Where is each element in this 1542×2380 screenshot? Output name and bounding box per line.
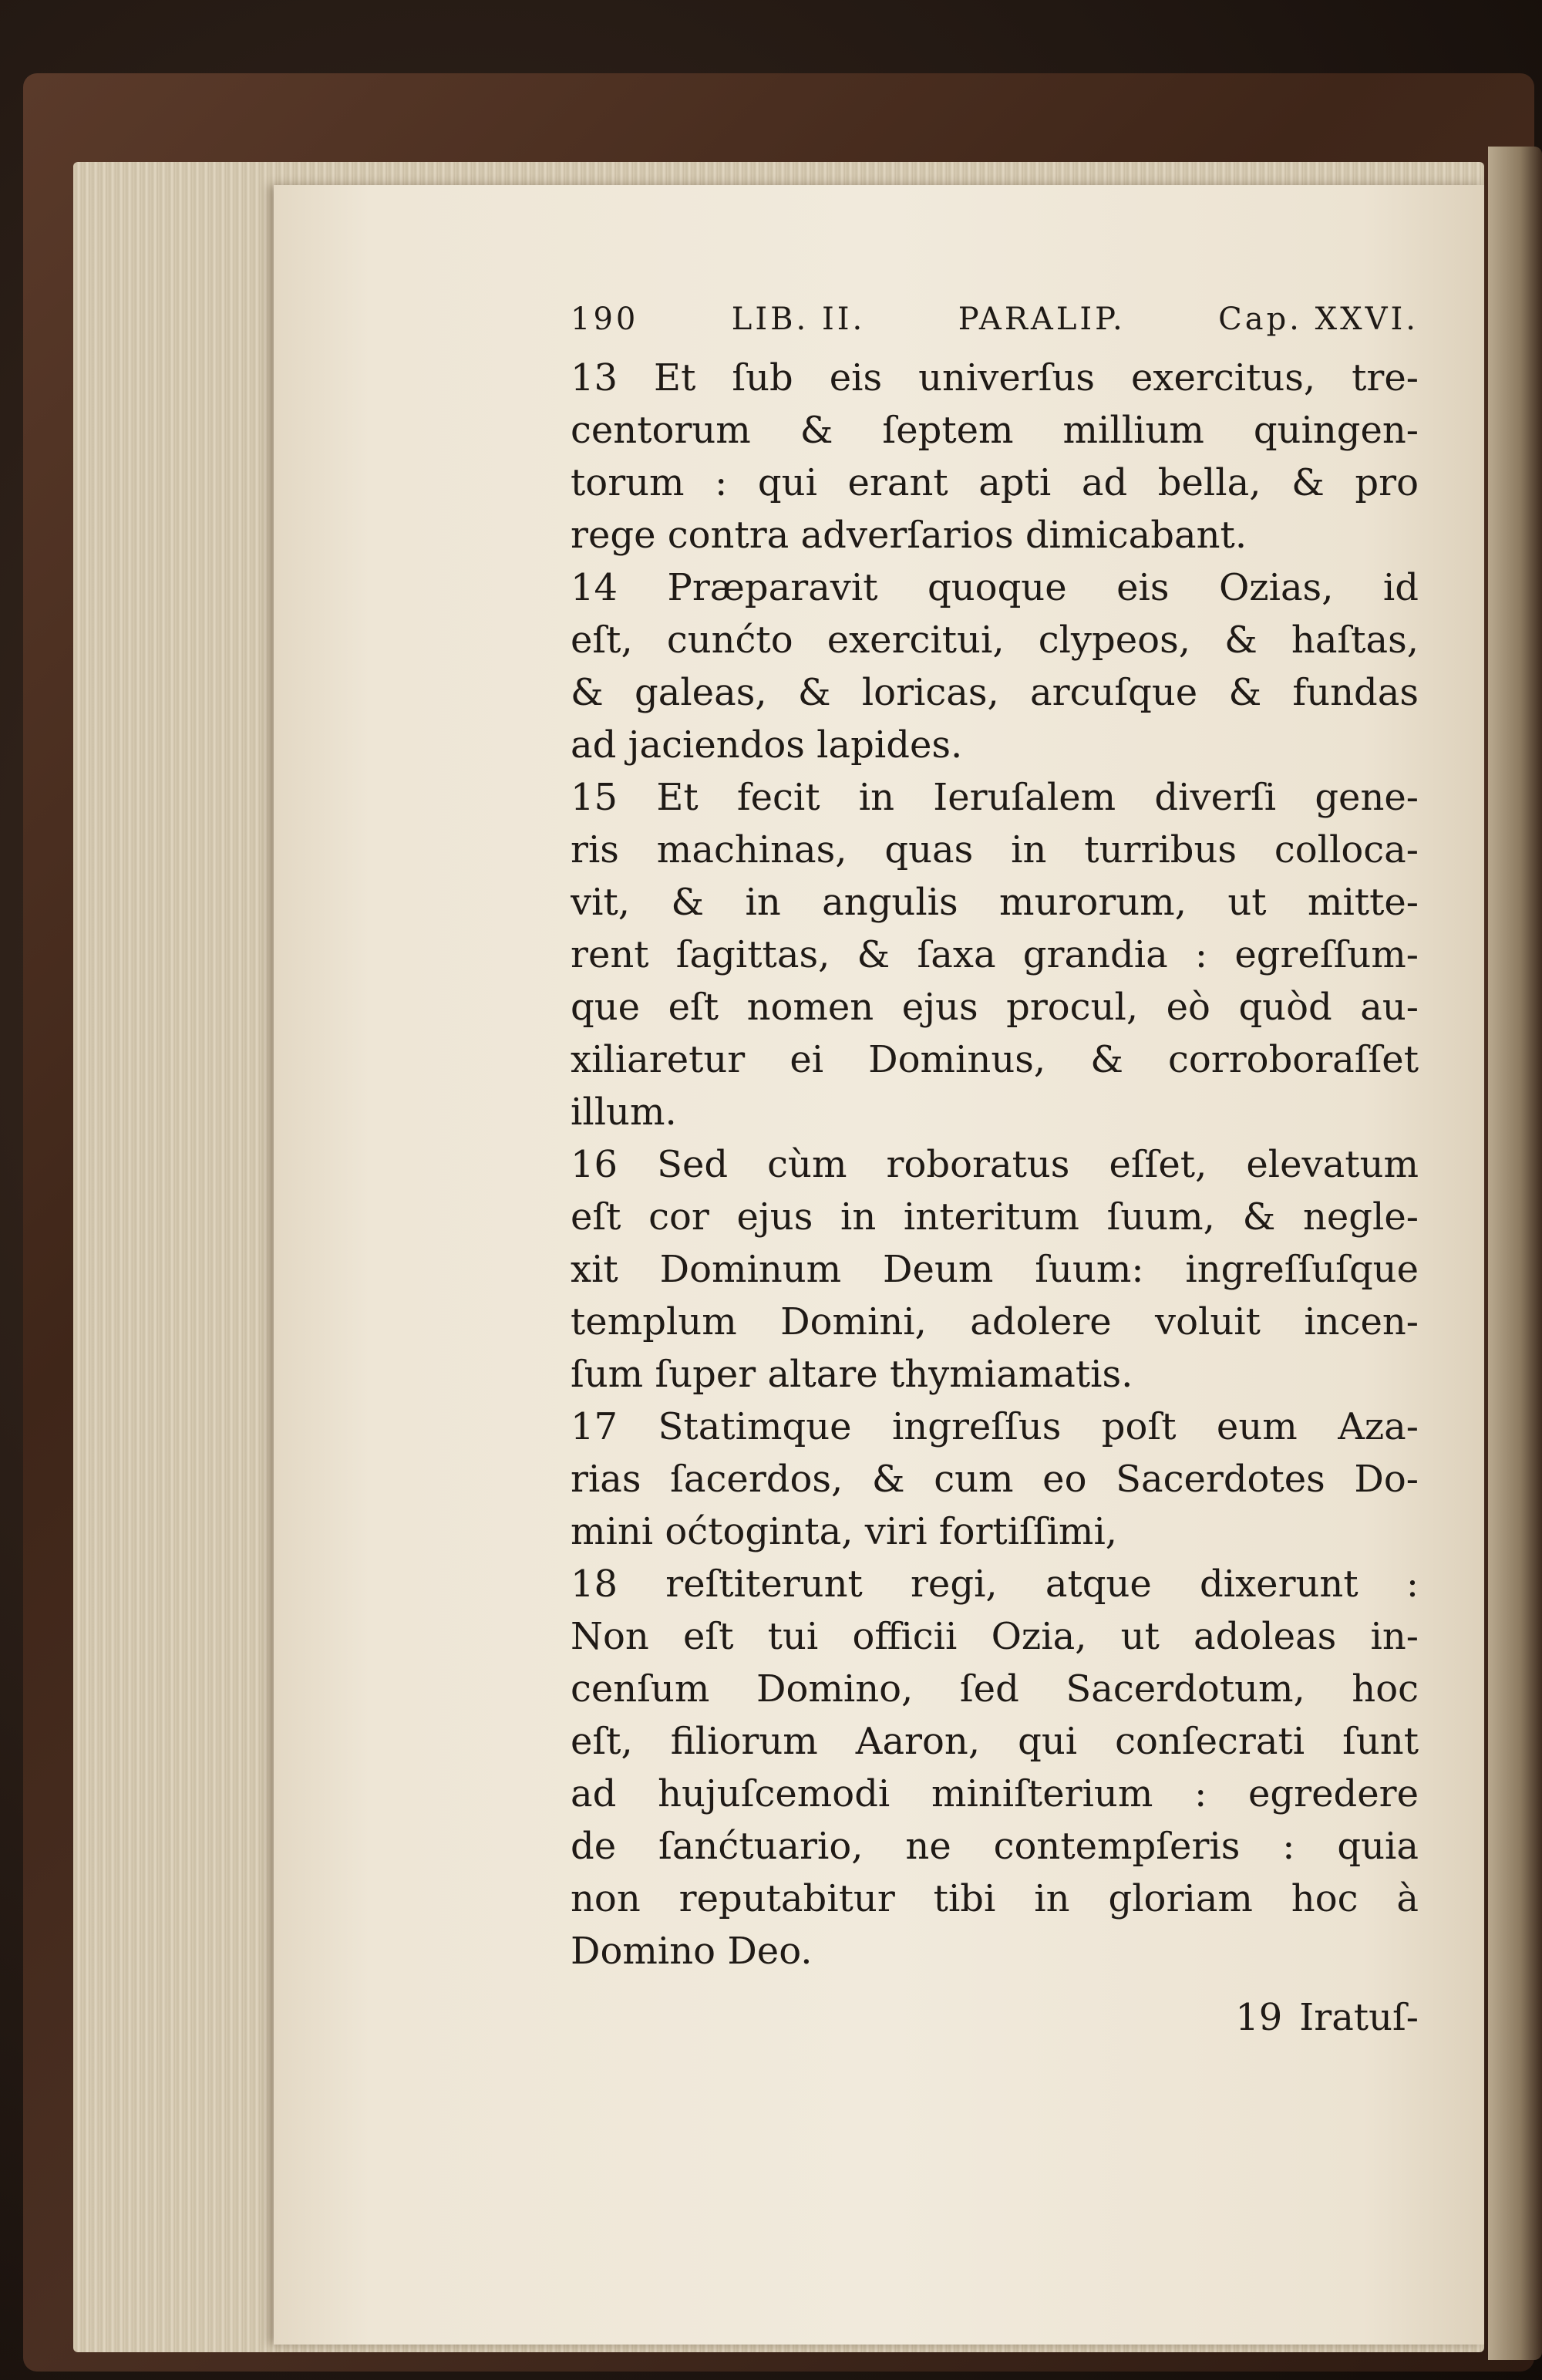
text-line: rege contra adverſarios dimicabant.	[571, 514, 1247, 557]
text-line: 14 Præparavit quoque eis Ozias, id	[571, 566, 1419, 609]
book-number: LIB. II.	[731, 302, 866, 337]
text-line: xit Dominum Deum ſuum: ingreſſuſque	[571, 1248, 1419, 1291]
text-line: ad jaciendos lapides.	[571, 723, 963, 767]
text-line: vit, & in angulis murorum, ut mitte-	[571, 881, 1419, 924]
text-line: ris machinas, quas in turribus colloca-	[571, 828, 1419, 871]
page-text	[571, 293, 1419, 2044]
text-line: non reputabitur tibi in gloriam hoc à	[571, 1877, 1419, 1920]
text-line: Domino Deo.	[571, 1930, 813, 1973]
text-line: illum.	[571, 1091, 677, 1134]
text-line: mini oćtoginta, viri fortiſſimi,	[571, 1510, 1118, 1553]
text-line: eſt, filiorum Aaron, qui conſecrati ſunt	[571, 1720, 1419, 1763]
catchword	[571, 1991, 1419, 2044]
facing-page-edge	[1488, 147, 1542, 2360]
text-line: 17 Statimque ingreſſus poſt eum Aza-	[571, 1405, 1419, 1448]
text-line: ſum ſuper altare thymiamatis.	[571, 1353, 1133, 1396]
text-line: 18 reſtiterunt regi, atque dixerunt :	[571, 1563, 1419, 1606]
book-title: PARALIP.	[958, 302, 1126, 337]
page-number: 190	[571, 302, 639, 337]
text-line: rias ſacerdos, & cum eo Sacerdotes Do-	[571, 1458, 1419, 1501]
catchword-verse: 19	[1235, 1996, 1283, 2039]
text-line: torum : qui erant apti ad bella, & pro	[571, 461, 1419, 504]
running-head	[571, 293, 1419, 346]
text-line: & galeas, & loricas, arcuſque & fundas	[571, 671, 1419, 714]
text-line: eſt, cunćto exercitui, clypeos, & haſtas,	[571, 619, 1419, 662]
text-line: centorum & ſeptem millium quingen-	[571, 409, 1419, 452]
text-line: ad hujuſcemodi miniſterium : egredere	[571, 1772, 1419, 1815]
text-line: 13 Et ſub eis univerſus exercitus, tre-	[571, 356, 1419, 399]
text-line: Non eſt tui officii Ozia, ut adoleas in-	[571, 1615, 1419, 1658]
text-line: cenſum Domino, ſed Sacerdotum, hoc	[571, 1667, 1419, 1711]
chapter-number: Cap. XXVI.	[1218, 302, 1419, 337]
text-line: que eſt nomen ejus procul, eò quòd au-	[571, 986, 1419, 1029]
text-line: 15 Et fecit in Ieruſalem diverſi gene-	[571, 776, 1419, 819]
text-line: eſt cor ejus in interitum ſuum, & negle-	[571, 1195, 1419, 1239]
text-line: templum Domini, adolere voluit incen-	[571, 1300, 1419, 1343]
text-line: rent ſagittas, & ſaxa grandia : egreſſum-	[571, 933, 1419, 976]
text-line: 16 Sed cùm roboratus eſſet, elevatum	[571, 1143, 1419, 1186]
text-line: de ſanćtuario, ne contempſeris : quia	[571, 1825, 1419, 1868]
catchword-text: Iratuſ-	[1299, 1996, 1419, 2039]
text-line: xiliaretur ei Dominus, & corroboraſſet	[571, 1038, 1419, 1081]
